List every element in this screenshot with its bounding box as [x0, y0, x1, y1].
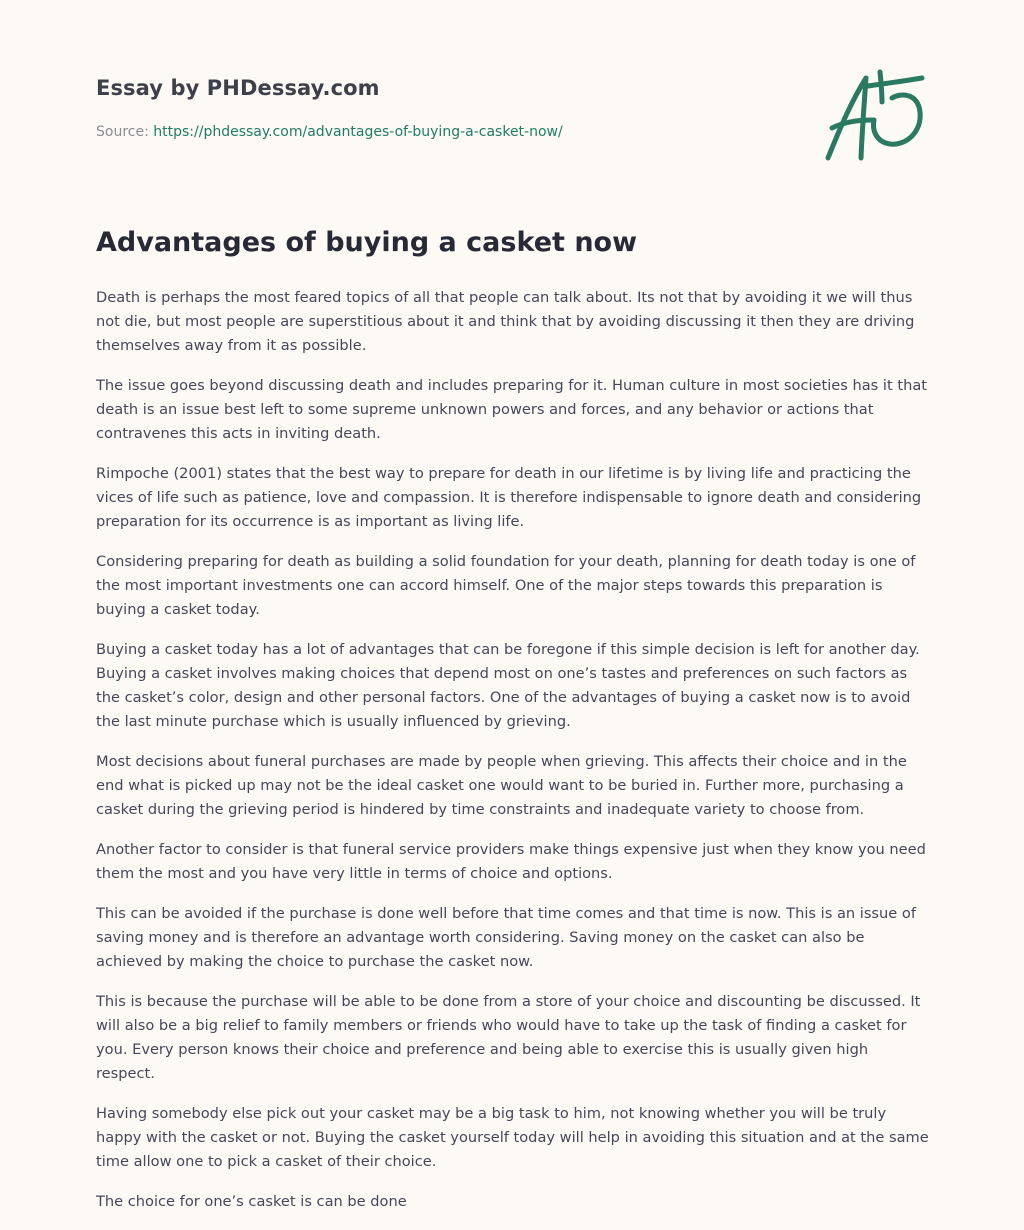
source-label: Source:: [96, 124, 149, 140]
essay-paragraph: Another factor to consider is that funeral service providers make things expensive just when they know you need them the most and you have very little in terms of choice and options.: [96, 841, 926, 882]
essay-paragraph: The choice for one’s casket is can be done: [96, 1193, 407, 1210]
essay-paragraph: Considering preparing for death as building a solid foundation for your death, planning for death today is one of the most important investments one can accord himself. One of the major steps towards this preparation is buying a casket today.: [96, 553, 916, 618]
source-link[interactable]: https://phdessay.com/advantages-of-buying-a-casket-now/: [153, 124, 563, 140]
essay-paragraph: Rimpoche (2001) states that the best way to prepare for death in our lifetime is by living life and practicing the vices of life such as patience, love and compassion. It is therefore indispensable to ignore death and considering preparation for its occurrence is as important as living life.: [96, 465, 922, 530]
source-line: [96, 124, 563, 140]
essay-paragraph: Most decisions about funeral purchases are made by people when grieving. This affects their choice and in the end what is picked up may not be the ideal casket one would want to be buried in. Further more, purchasing a casket during the grieving period is hindered by time constraints and inadequate variety to choose from.: [96, 753, 907, 818]
essay-paragraph: The issue goes beyond discussing death and includes preparing for it. Human culture in most societies has it that death is an issue best left to some supreme unknown powers and forces, and any behavior or actions that contravenes this acts in inviting death.: [96, 377, 927, 442]
essay-paragraph: This can be avoided if the purchase is done well before that time comes and that time is now. This is an issue of saving money and is therefore an advantage worth considering. Saving money on the casket can also be achieved by making the choice to purchase the casket now.: [96, 905, 916, 970]
a-plus-logo-icon: [818, 66, 930, 166]
essay-body: [96, 286, 930, 1230]
site-brand-title: Essay by PHDessay.com: [96, 76, 380, 100]
essay-paragraph: Having somebody else pick out your casket may be a big task to him, not knowing whether you will be truly happy with the casket or not. Buying the casket yourself today will help in avoiding this situation and at the same time allow one to pick a casket of their choice.: [96, 1105, 929, 1170]
essay-paragraph: Death is perhaps the most feared topics of all that people can talk about. Its not that by avoiding it we will thus not die, but most people are superstitious about it and think that by avoiding discussing it then they are driving themselves away from it as possible.: [96, 289, 915, 354]
essay-title: Advantages of buying a casket now: [96, 227, 638, 258]
essay-paragraph: Buying a casket today has a lot of advantages that can be foregone if this simple decision is left for another day. Buying a casket involves making choices that depend most on one’s tastes and preferences on such factors as the casket’s color, design and other personal factors. One of the advantages of buying a casket now is to avoid the last minute purchase which is usually influenced by grieving.: [96, 641, 920, 730]
essay-paragraph: This is because the purchase will be able to be done from a store of your choice and discounting be discussed. It will also be a big relief to family members or friends who would have to take up the task of finding a casket for you. Every person knows their choice and preference and being able to exercise this is usually given high respect.: [96, 993, 921, 1082]
